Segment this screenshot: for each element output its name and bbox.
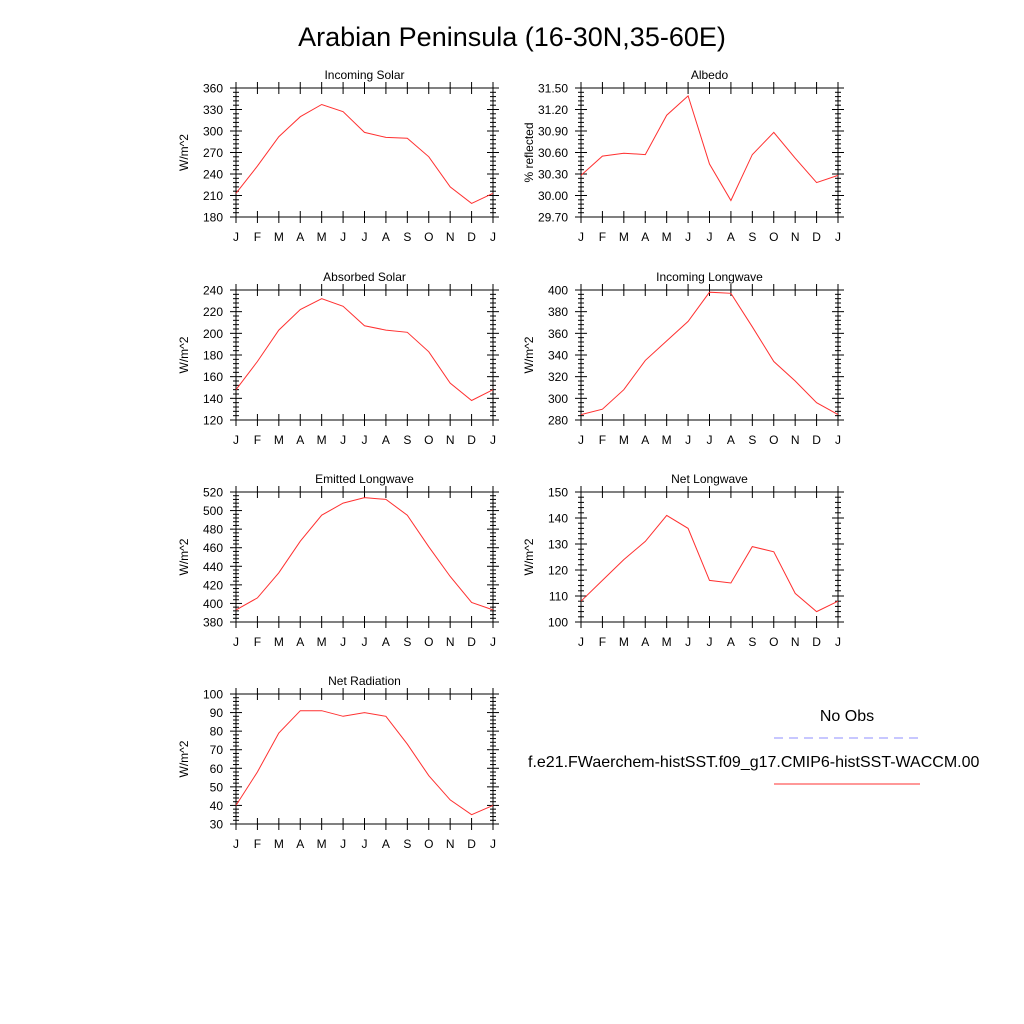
plot-frame <box>236 88 493 217</box>
x-tick-label: J <box>835 230 841 244</box>
y-tick-label: 210 <box>202 189 223 203</box>
y-tick-label: 440 <box>202 559 223 574</box>
panel-title: Albedo <box>690 68 729 82</box>
y-tick-label: 330 <box>202 103 223 117</box>
x-tick-label: N <box>445 635 455 649</box>
y-tick-label: 80 <box>209 724 223 739</box>
x-tick-label: M <box>273 433 284 447</box>
x-tick-label: M <box>618 230 629 244</box>
panel-7 <box>177 674 499 851</box>
y-tick-label: 400 <box>547 283 568 298</box>
y-tick-label: 150 <box>547 485 568 500</box>
panel-4 <box>522 270 844 447</box>
x-tick-label: J <box>340 433 347 447</box>
x-tick-label: J <box>233 230 239 244</box>
y-tick-label: 300 <box>202 124 223 139</box>
y-axis-label: W/m^2 <box>522 336 536 374</box>
y-tick-label: 180 <box>202 348 223 363</box>
y-tick-label: 90 <box>209 706 223 721</box>
x-tick-label: A <box>726 433 735 447</box>
y-tick-label: 30.60 <box>537 146 568 160</box>
page-title: Arabian Peninsula (16-30N,35-60E) <box>298 22 726 52</box>
y-tick-label: 500 <box>202 504 223 519</box>
y-tick-label: 360 <box>202 81 223 96</box>
y-tick-label: 200 <box>202 326 223 341</box>
panel-3 <box>177 270 499 447</box>
x-tick-label: M <box>316 230 327 244</box>
y-tick-label: 30.30 <box>537 167 568 182</box>
x-tick-label: N <box>790 230 800 244</box>
y-tick-label: 460 <box>202 541 223 556</box>
x-tick-label: A <box>381 837 390 851</box>
x-tick-label: M <box>661 230 672 244</box>
y-tick-label: 50 <box>209 780 223 795</box>
legend <box>528 708 980 784</box>
x-tick-label: A <box>641 635 650 649</box>
series-line <box>236 498 493 610</box>
x-tick-label: A <box>726 635 735 649</box>
y-axis-label: W/m^2 <box>177 740 191 778</box>
x-tick-label: F <box>253 837 262 851</box>
x-tick-label: J <box>706 230 713 244</box>
y-tick-label: 380 <box>202 615 223 630</box>
x-tick-label: F <box>598 635 607 649</box>
x-tick-label: J <box>490 230 496 244</box>
panel-2 <box>522 68 844 244</box>
panel-title: Absorbed Solar <box>323 270 406 284</box>
plot-frame <box>581 492 838 622</box>
y-tick-label: 30.00 <box>537 189 568 203</box>
x-tick-label: O <box>424 635 434 649</box>
y-tick-label: 29.70 <box>537 210 568 225</box>
x-tick-label: M <box>661 433 672 447</box>
y-tick-label: 160 <box>202 370 223 385</box>
x-tick-label: D <box>812 635 821 649</box>
x-tick-label: J <box>340 837 347 851</box>
y-tick-label: 420 <box>202 578 223 593</box>
x-tick-label: J <box>578 230 584 244</box>
y-tick-label: 40 <box>209 798 223 813</box>
panel-title: Net Longwave <box>671 472 748 486</box>
x-tick-label: J <box>361 230 368 244</box>
y-tick-label: 30.90 <box>537 124 568 139</box>
x-tick-label: F <box>253 230 262 244</box>
x-tick-label: J <box>233 837 239 851</box>
x-tick-label: N <box>790 433 800 447</box>
x-tick-label: O <box>769 635 779 649</box>
panel-title: Incoming Longwave <box>656 270 763 284</box>
x-tick-label: A <box>641 433 650 447</box>
x-tick-label: F <box>253 433 262 447</box>
x-tick-label: O <box>424 230 434 244</box>
x-tick-label: S <box>748 635 757 649</box>
y-tick-label: 300 <box>547 391 568 406</box>
x-tick-label: N <box>790 635 800 649</box>
x-tick-label: F <box>598 230 607 244</box>
y-tick-label: 180 <box>202 210 223 225</box>
x-tick-label: M <box>273 837 284 851</box>
x-tick-label: O <box>424 837 434 851</box>
x-tick-label: A <box>641 230 650 244</box>
plot-frame <box>236 694 493 824</box>
x-tick-label: M <box>618 433 629 447</box>
x-tick-label: J <box>233 433 239 447</box>
panel-6 <box>522 472 844 649</box>
plot-frame <box>581 290 838 420</box>
x-tick-label: J <box>361 635 368 649</box>
y-axis-label: W/m^2 <box>177 538 191 576</box>
x-tick-label: J <box>361 433 368 447</box>
x-tick-label: M <box>316 433 327 447</box>
x-tick-label: A <box>726 230 735 244</box>
y-tick-label: 240 <box>202 283 223 298</box>
y-tick-label: 360 <box>547 326 568 341</box>
series-line <box>236 105 493 204</box>
series-line <box>236 711 493 815</box>
panel-title: Emitted Longwave <box>315 472 414 486</box>
x-tick-label: J <box>835 433 841 447</box>
x-tick-label: J <box>340 635 347 649</box>
legend-model-label: f.e21.FWaerchem-histSST.f09_g17.CMIP6-histSST-WACCM.00 <box>528 754 980 771</box>
y-axis-label: % reflected <box>522 122 536 183</box>
y-tick-label: 100 <box>547 615 568 630</box>
x-tick-label: M <box>661 635 672 649</box>
y-tick-label: 100 <box>202 687 223 702</box>
x-tick-label: S <box>748 433 757 447</box>
panel-title: Incoming Solar <box>324 68 405 82</box>
x-tick-label: F <box>253 635 262 649</box>
x-tick-label: J <box>706 635 713 649</box>
x-tick-label: J <box>233 635 239 649</box>
y-tick-label: 120 <box>202 413 223 428</box>
x-tick-label: M <box>273 230 284 244</box>
x-tick-label: F <box>598 433 607 447</box>
x-tick-label: S <box>748 230 757 244</box>
y-tick-label: 320 <box>547 370 568 385</box>
x-tick-label: O <box>769 433 779 447</box>
x-tick-label: J <box>578 433 584 447</box>
x-tick-label: J <box>340 230 347 244</box>
y-tick-label: 140 <box>547 511 568 526</box>
y-tick-label: 340 <box>547 348 568 363</box>
series-line <box>581 96 838 201</box>
x-tick-label: J <box>490 433 496 447</box>
x-tick-label: J <box>578 635 584 649</box>
x-tick-label: J <box>685 635 692 649</box>
y-tick-label: 380 <box>547 305 568 320</box>
y-tick-label: 140 <box>202 391 223 406</box>
plot-frame <box>236 290 493 420</box>
y-tick-label: 31.20 <box>537 103 568 117</box>
y-axis-label: W/m^2 <box>177 336 191 374</box>
panel-5 <box>177 472 499 649</box>
x-tick-label: D <box>467 230 476 244</box>
y-tick-label: 220 <box>202 305 223 320</box>
plot-frame <box>236 492 493 622</box>
x-tick-label: J <box>490 635 496 649</box>
x-tick-label: J <box>685 433 692 447</box>
x-tick-label: A <box>381 635 390 649</box>
y-tick-label: 110 <box>548 589 568 604</box>
x-tick-label: J <box>835 635 841 649</box>
x-tick-label: S <box>403 433 412 447</box>
x-tick-label: A <box>381 433 390 447</box>
x-tick-label: J <box>685 230 692 244</box>
y-tick-label: 30 <box>209 817 223 832</box>
y-tick-label: 60 <box>209 761 223 776</box>
x-tick-label: D <box>812 230 821 244</box>
x-tick-label: O <box>424 433 434 447</box>
x-tick-label: D <box>467 635 476 649</box>
x-tick-label: D <box>467 837 476 851</box>
x-tick-label: O <box>769 230 779 244</box>
series-line <box>581 292 838 414</box>
y-tick-label: 480 <box>202 522 223 537</box>
chart-panels <box>177 68 844 851</box>
y-tick-label: 31.50 <box>537 81 568 96</box>
panel-title: Net Radiation <box>328 674 401 688</box>
y-tick-label: 400 <box>202 596 223 611</box>
x-tick-label: M <box>316 635 327 649</box>
x-tick-label: M <box>273 635 284 649</box>
x-tick-label: A <box>381 230 390 244</box>
x-tick-label: A <box>296 230 305 244</box>
y-tick-label: 240 <box>202 167 223 182</box>
y-tick-label: 280 <box>547 413 568 428</box>
x-tick-label: N <box>445 433 455 447</box>
x-tick-label: J <box>490 837 496 851</box>
x-tick-label: D <box>812 433 821 447</box>
legend-obs-label: No Obs <box>819 708 875 725</box>
y-tick-label: 270 <box>202 146 223 160</box>
x-tick-label: M <box>618 635 629 649</box>
panel-1 <box>177 68 499 244</box>
x-tick-label: S <box>403 837 412 851</box>
x-tick-label: A <box>296 433 305 447</box>
y-axis-label: W/m^2 <box>522 538 536 576</box>
plot-frame <box>581 88 838 217</box>
x-tick-label: A <box>296 635 305 649</box>
x-tick-label: A <box>296 837 305 851</box>
y-axis-label: W/m^2 <box>177 134 191 171</box>
series-line <box>581 515 838 611</box>
series-line <box>236 299 493 401</box>
y-tick-label: 120 <box>547 563 568 578</box>
x-tick-label: S <box>403 635 412 649</box>
x-tick-label: J <box>706 433 713 447</box>
x-tick-label: M <box>316 837 327 851</box>
x-tick-label: D <box>467 433 476 447</box>
y-tick-label: 130 <box>547 537 568 552</box>
y-tick-label: 70 <box>209 743 223 758</box>
x-tick-label: N <box>445 230 455 244</box>
x-tick-label: N <box>445 837 455 851</box>
x-tick-label: S <box>403 230 412 244</box>
x-tick-label: J <box>361 837 368 851</box>
y-tick-label: 520 <box>202 485 223 500</box>
